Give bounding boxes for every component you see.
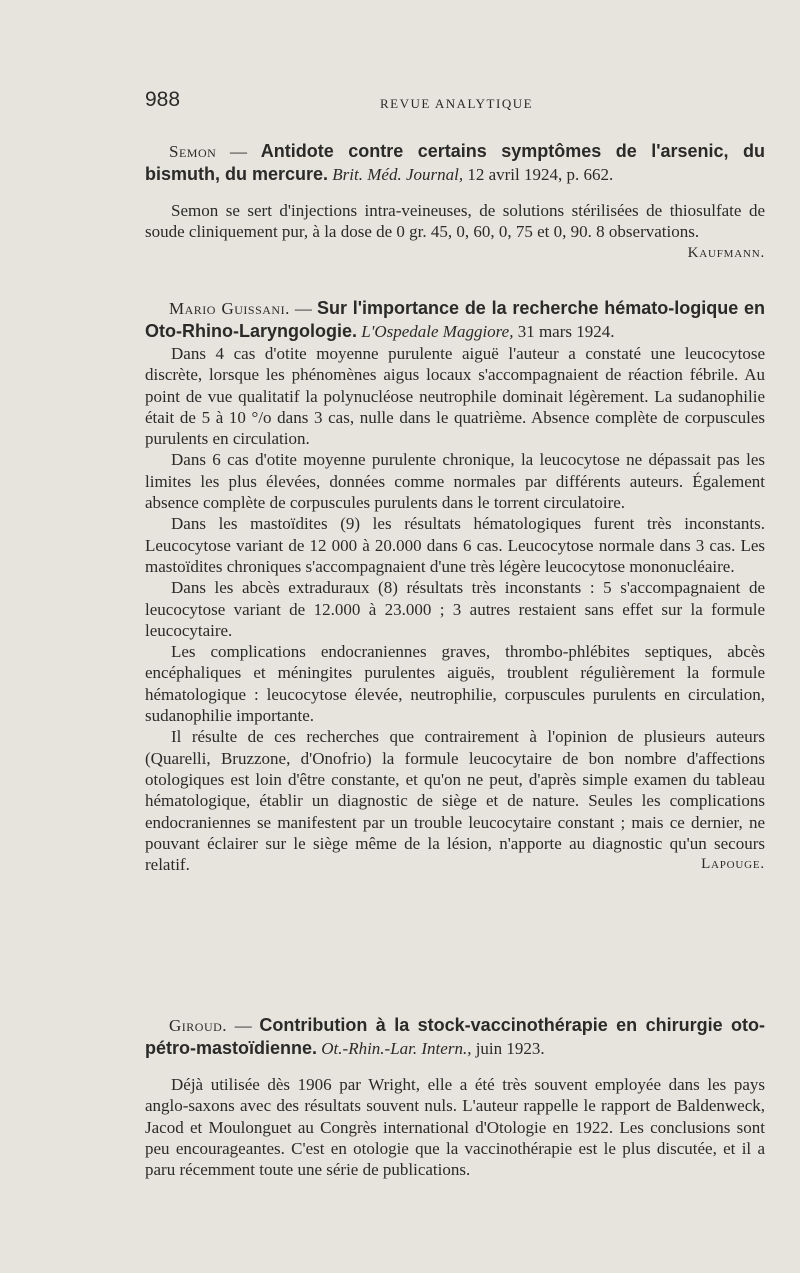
page-number: 988 — [145, 88, 181, 111]
abstract-guissani — [145, 297, 765, 875]
abstract-reference: Mario Guissani. — Sur l'importance de la recherche hémato-logique en Oto-Rhino-Laryngologie. L'Ospedale Maggiore, 31 mars 1924. — [145, 298, 766, 341]
abstract-reference: Giroud. — Contribution à la stock-vaccinothérapie en chirurgie oto-pétro-mastoïdienne. Ot.-Rhin.-Lar. Intern., juin 1923. — [145, 1015, 766, 1058]
abstract-title: Sur l'importance de la recherche hémato-logique en Oto-Rhino-Laryngologie. — [145, 298, 766, 341]
paragraph-text: Il résulte de ces recherches que contrairement à l'opinion de plusieurs auteurs (Quarelli, Bruzzone, d'Onofrio) la formule leucocytaire de bon nombre d'affections otologiques est loin d'être constante, et qu'on ne peut, d'après simple examen du tableau hématologique, établir un diagnostic de siège et de nature. Seules les complications endocraniennes se manifestent par un trouble leucocytaire constant ; mais ce dernier, ne pouvant éclairer sur le siège même de la lésion, n'apporte au diagnostic qu'un secours relatif. — [145, 727, 765, 875]
abstract-author: Semon — [169, 142, 217, 161]
abstract-source: Ot.-Rhin.-Lar. Intern., — [321, 1039, 472, 1058]
abstract-title: Contribution à la stock-vaccinothérapie en chirurgie oto-pétro-mastoïdienne. — [145, 1015, 766, 1058]
paragraph-text: Semon se sert d'injections intra-veineuses, de solutions stérilisées de thiosulfate de soude cliniquement pur, à la dose de 0 gr. 45, 0, 60, 0, 75 et 0, 90. 8 observations. — [145, 201, 765, 242]
abstract-reviewer: Lapouge. — [701, 856, 765, 873]
abstract-reviewer: Kaufmann. — [687, 244, 765, 261]
abstract-paragraph: Dans les abcès extraduraux (8) résultats très inconstants : 5 s'accompagnaient de leucocytose variant de 12.000 à 23.000 ; 3 autres restaient sans effet sur la formule leucocytaire. — [145, 578, 765, 640]
abstract-paragraph — [145, 726, 765, 875]
abstract-paragraph: Les complications endocraniennes graves, thrombo-phlébites septiques, abcès encéphaliques et méningites purulentes aiguës, troublent régulièrement la formule hématologique : leucocytose élevée, neutrophilie, corpuscules purulents en circulation, sudanophilie importante. — [145, 642, 765, 726]
abstract-giroud — [145, 1014, 765, 1180]
abstract-paragraph: Dans 4 cas d'otite moyenne purulente aiguë l'auteur a constaté une leucocytose discrète, lorsque les phénomènes aigus locaux s'accompagnaient de réaction fébrile. Au point de vue qualitatif la polynucléose neutrophile dominait légèrement. La sudanophilie était de 5 à 10 °/o dans 3 cas, nulle dans le quatrième. Absence complète de corpuscules purulents en circulation. — [145, 344, 765, 449]
abstract-paragraph: Dans 6 cas d'otite moyenne purulente chronique, la leucocytose ne dépassait pas les limites les plus élevées, données comme normales par différents auteurs. Également absence complète de corpuscules purulents dans le torrent circulatoire. — [145, 450, 765, 513]
abstract-paragraph — [145, 200, 765, 261]
abstract-semon — [145, 140, 765, 264]
abstract-author: Giroud. — [169, 1016, 228, 1035]
abstract-paragraph: Dans les mastoïdites (9) les résultats hématologiques furent très inconstants. Leucocytose variant de 12 000 à 20.000 dans 6 cas. Leucocytose normale dans 3 cas. Les mastoïdites chroniques s'accompagnaient d'une très légère leucocytose mononucléaire. — [145, 514, 765, 576]
abstract-author: Mario Guissani. — [169, 299, 290, 318]
abstract-source-date: juin 1923. — [475, 1039, 545, 1058]
abstract-source: L'Ospedale Maggiore, — [361, 322, 514, 341]
abstract-title: Antidote contre certains symptômes de l'arsenic, du bismuth, du mercure. — [145, 141, 765, 184]
abstract-source: Brit. Méd. Journal, — [332, 165, 464, 184]
abstract-reference: Semon — Antidote contre certains symptômes de l'arsenic, du bismuth, du mercure. Brit. Méd. Journal, 12 avril 1924, p. 662. — [145, 141, 765, 184]
abstract-paragraph: Déjà utilisée dès 1906 par Wright, elle a été très souvent employée dans les pays anglo-saxons avec des résultats souvent nuls. L'auteur rappelle le rapport de Baldenweck, Jacod et Moulonguet au Congrès international d'Otologie en 1922. Les conclusions sont peu encourageantes. C'est en otologie que la vaccinothérapie est le plus discutée, et il a paru récemment toute une série de publications. — [145, 1075, 765, 1180]
abstract-source-date: 31 mars 1924. — [517, 322, 615, 341]
running-title: REVUE ANALYTIQUE — [380, 96, 534, 111]
page-header — [145, 88, 765, 118]
abstract-source-date: 12 avril 1924, p. 662. — [467, 165, 614, 184]
